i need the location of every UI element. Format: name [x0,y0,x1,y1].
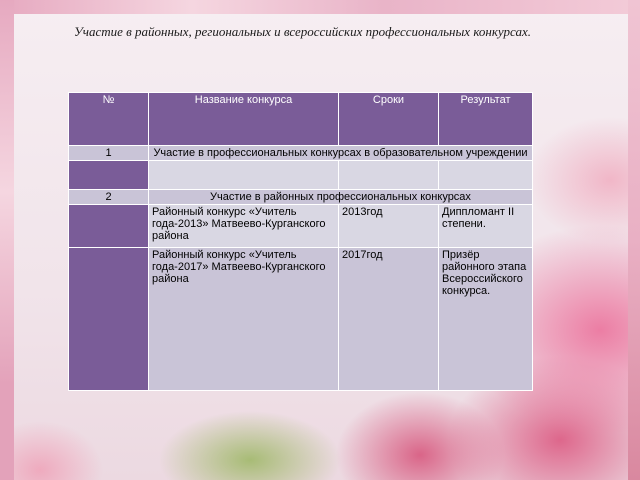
section-row-2 [69,190,533,205]
empty-cell-dates [339,161,439,190]
empty-cell-result [439,161,533,190]
section-label: Участие в районных профессиональных конкурсах [149,190,533,205]
table-row [69,248,533,391]
empty-cell-name [149,161,339,190]
row-dates: 2013год [339,205,439,248]
contest-table [68,92,533,391]
section-num: 1 [69,146,149,161]
row-num [69,248,149,391]
header-num: № [69,93,149,146]
row-result: Призёр районного этапа Всероссийского конкурса. [439,248,533,391]
empty-cell-num [69,161,149,190]
decorative-frame-left [0,0,14,480]
decorative-frame-top [0,0,640,14]
header-name: Название конкурса [149,93,339,146]
section-row-1 [69,146,533,161]
row-contest-name: Районный конкурс «Учитель года-2013» Матвеево-Курганского района [149,205,339,248]
row-result: Диппломант II степени. [439,205,533,248]
header-dates: Сроки [339,93,439,146]
row-dates: 2017год [339,248,439,391]
row-num [69,205,149,248]
table-header-row [69,93,533,146]
table-row-empty [69,161,533,190]
row-contest-name: Районный конкурс «Учитель года-2017» Матвеево-Курганского района [149,248,339,391]
section-num: 2 [69,190,149,205]
decorative-frame-right [628,0,640,480]
slide-title: Участие в районных, региональных и всероссийских профессиональных конкурсах. [74,24,531,39]
header-result: Результат [439,93,533,146]
table-row [69,205,533,248]
section-label: Участие в профессиональных конкурсах в образовательном учреждении [149,146,533,161]
